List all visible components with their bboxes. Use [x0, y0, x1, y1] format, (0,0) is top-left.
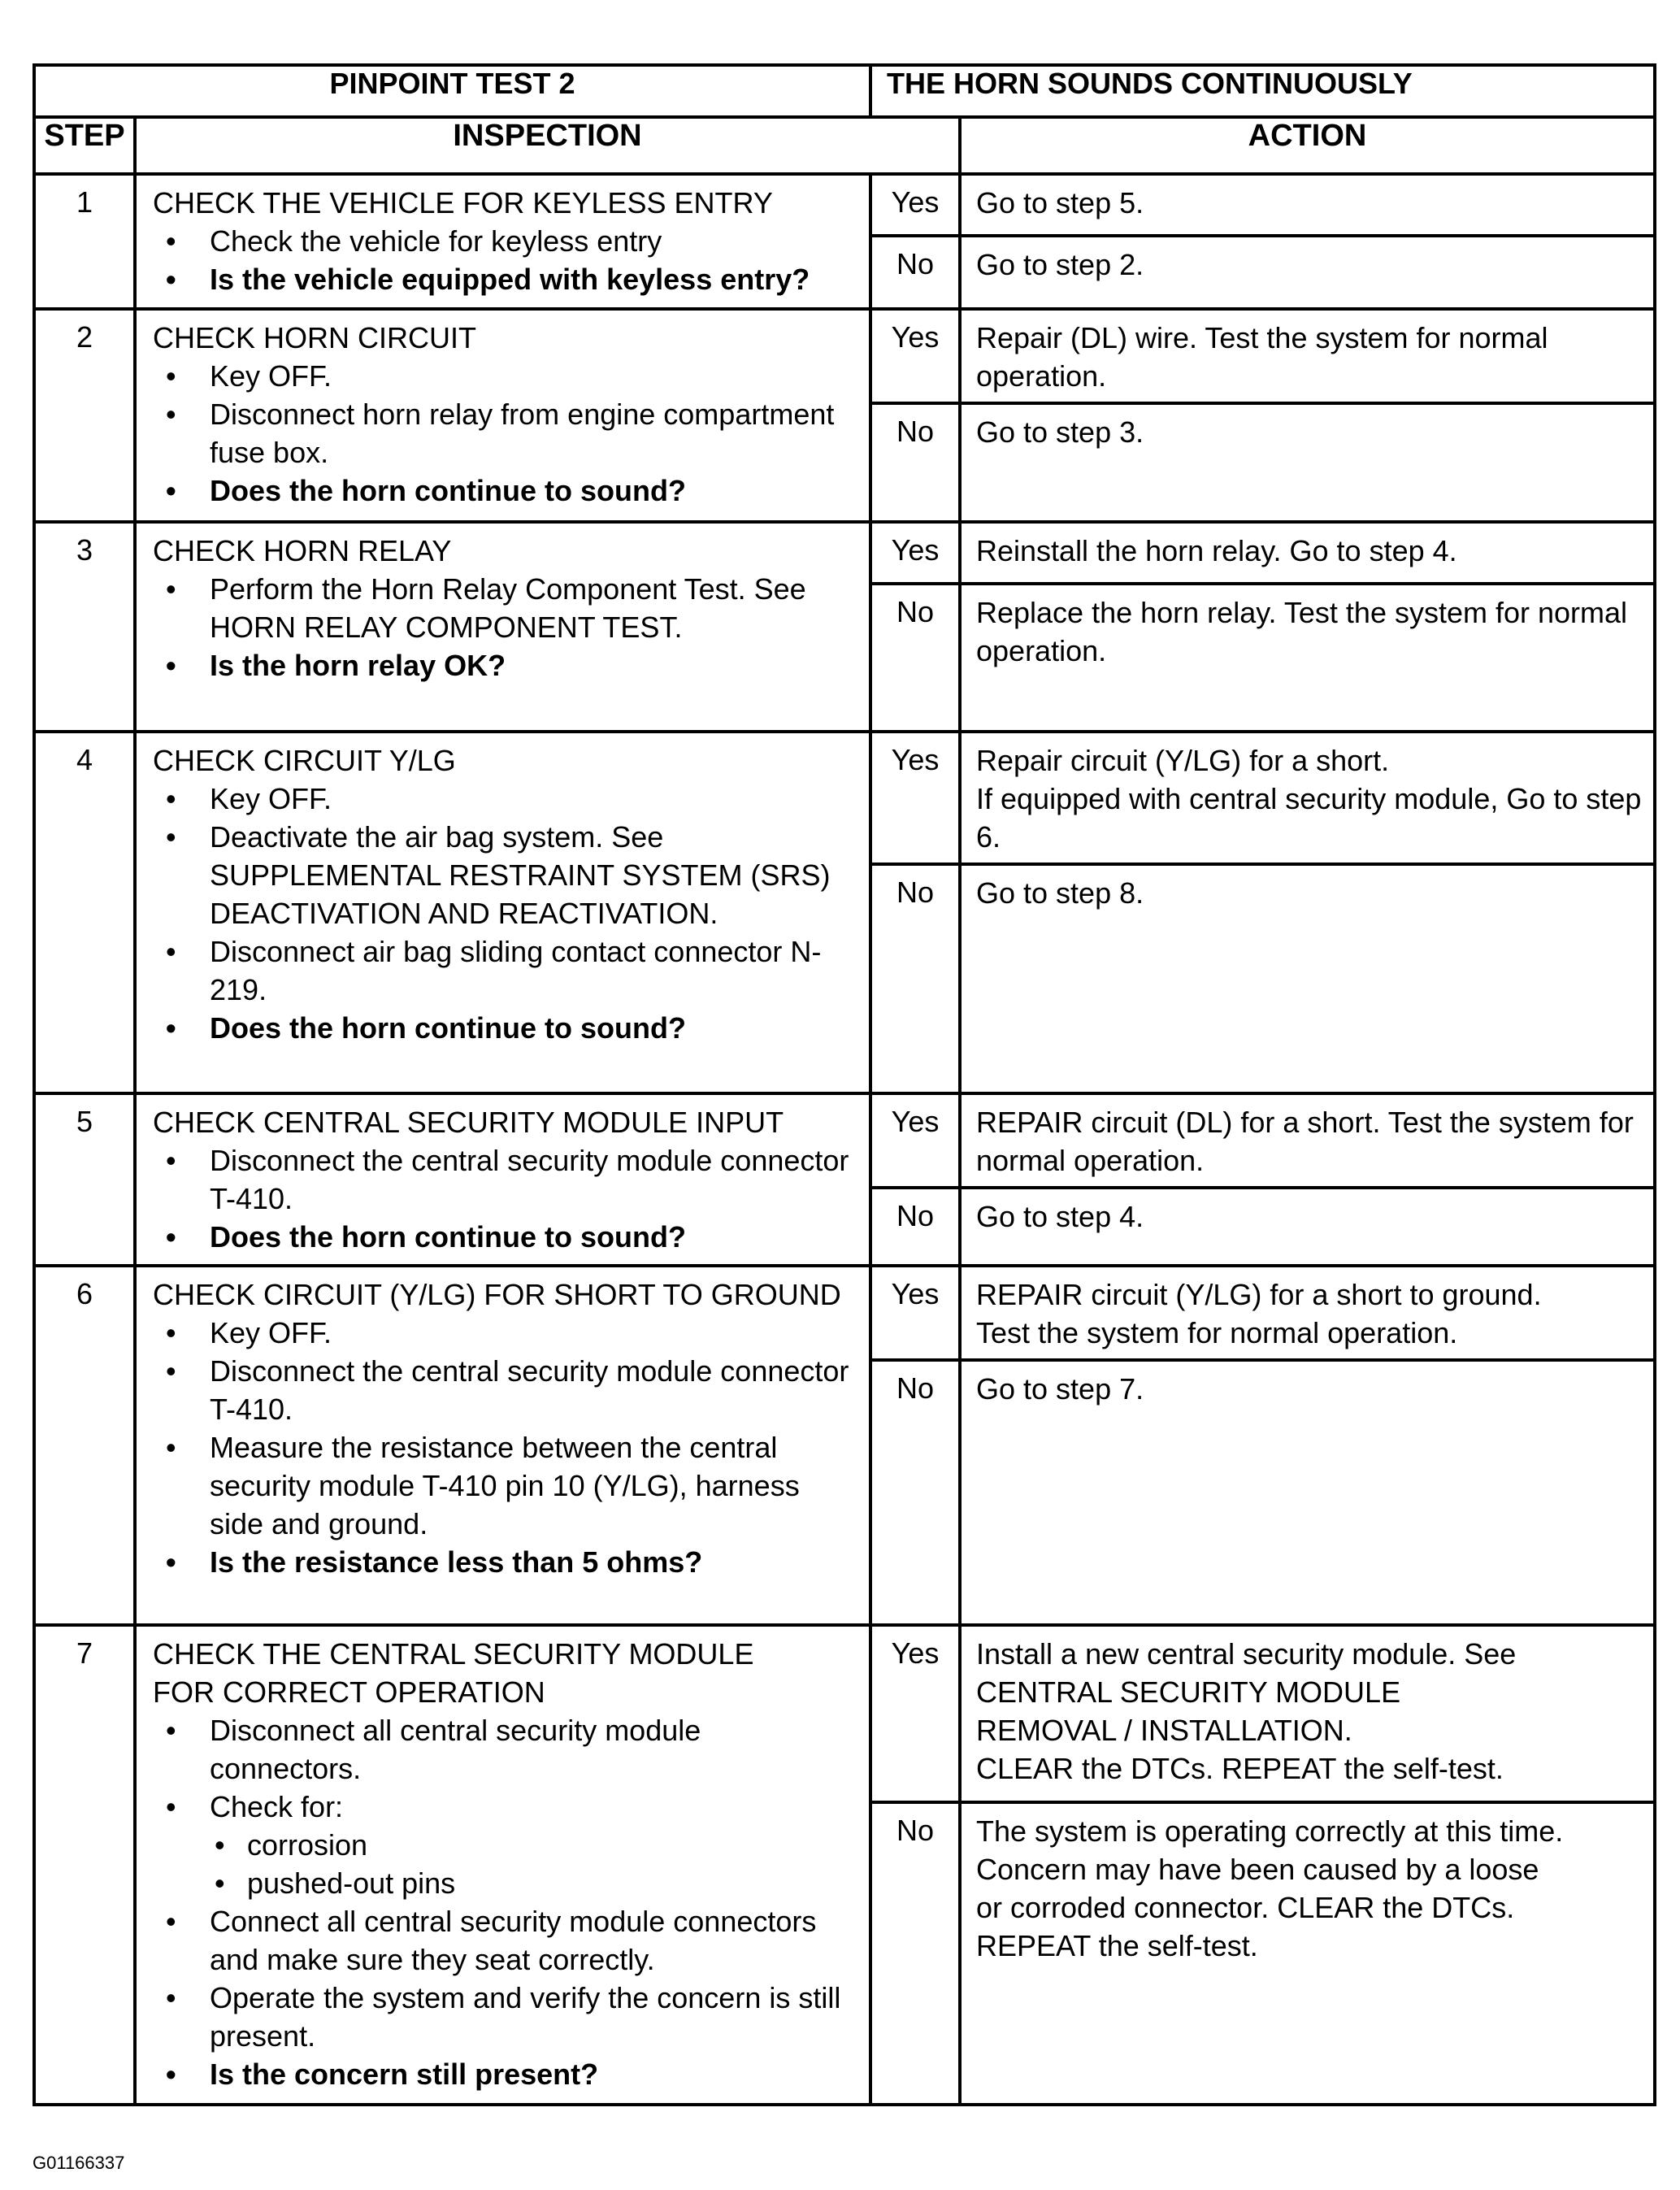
- inspection-bullets: [153, 570, 857, 684]
- action-line: Repair (DL) wire. Test the system for normal operation.: [976, 321, 1548, 393]
- col-header-inspection: INSPECTION: [135, 117, 960, 174]
- inspection-sub-bullet: • pushed-out pins: [210, 1864, 857, 1902]
- yes-label: Yes: [870, 1266, 960, 1360]
- inspection-cell: [135, 1266, 870, 1625]
- yes-action: [960, 309, 1655, 403]
- yes-action: [960, 732, 1655, 864]
- step-row-yes: [34, 309, 1655, 403]
- action-line: REPEAT the self-test.: [976, 1929, 1258, 1962]
- step-number: 7: [34, 1625, 135, 2105]
- step-number: 2: [34, 309, 135, 522]
- action-line: Reinstall the horn relay. Go to step 4.: [976, 534, 1457, 567]
- inspection-cell: [135, 309, 870, 522]
- action-line: Go to step 5.: [976, 186, 1144, 219]
- action-line: Concern may have been caused by a loose: [976, 1853, 1539, 1886]
- pinpoint-test-document: [33, 63, 1653, 2106]
- step-row-yes: [34, 1625, 1655, 1802]
- inspection-bullets: [153, 1141, 857, 1256]
- yes-action: [960, 522, 1655, 584]
- inspection-title: CHECK CENTRAL SECURITY MODULE INPUT: [153, 1106, 784, 1139]
- step-row-yes: [34, 1093, 1655, 1188]
- inspection-question: • Is the resistance less than 5 ohms?: [153, 1543, 857, 1581]
- inspection-bullet: • Check for:: [153, 1788, 857, 1826]
- inspection-bullet: • Deactivate the air bag system. See SUPPLEMENTAL RESTRAINT SYSTEM (SRS) DEACTIVATION AND REACTIVATION.: [153, 818, 857, 932]
- test-label: PINPOINT TEST 2: [34, 65, 870, 117]
- inspection-sub-bullets: [210, 1826, 857, 1902]
- no-label: No: [870, 584, 960, 732]
- inspection-question: • Is the horn relay OK?: [153, 646, 857, 684]
- yes-action: [960, 1093, 1655, 1188]
- action-line: REPAIR circuit (DL) for a short. Test the system for normal operation.: [976, 1106, 1634, 1177]
- action-line: Go to step 2.: [976, 248, 1144, 281]
- no-action: [960, 236, 1655, 309]
- inspection-bullet: • Disconnect all central security module connectors.: [153, 1711, 857, 1788]
- step-row-yes: [34, 174, 1655, 236]
- no-label: No: [870, 403, 960, 522]
- inspection-bullets: [153, 1314, 857, 1581]
- inspection-bullet: • Operate the system and verify the concern is still present.: [153, 1979, 857, 2055]
- inspection-bullet: • Perform the Horn Relay Component Test. See HORN RELAY COMPONENT TEST.: [153, 570, 857, 646]
- action-line: Go to step 8.: [976, 876, 1144, 910]
- action-line: Replace the horn relay. Test the system for normal operation.: [976, 596, 1628, 667]
- inspection-bullet: • Disconnect the central security module connector T-410.: [153, 1352, 857, 1428]
- step-row-yes: [34, 732, 1655, 864]
- yes-label: Yes: [870, 732, 960, 864]
- no-label: No: [870, 1188, 960, 1266]
- col-header-step: STEP: [34, 117, 135, 174]
- no-action: [960, 864, 1655, 1093]
- column-header-row: [34, 117, 1655, 174]
- step-row-yes: [34, 522, 1655, 584]
- yes-label: Yes: [870, 174, 960, 236]
- yes-label: Yes: [870, 1093, 960, 1188]
- inspection-sub-bullet: • corrosion: [210, 1826, 857, 1864]
- inspection-title: CHECK THE CENTRAL SECURITY MODULE: [153, 1637, 754, 1671]
- inspection-bullet: • Disconnect horn relay from engine compartment fuse box.: [153, 395, 857, 471]
- no-label: No: [870, 864, 960, 1093]
- action-line: Go to step 3.: [976, 415, 1144, 449]
- action-line: Go to step 4.: [976, 1200, 1144, 1233]
- inspection-title: CHECK HORN RELAY: [153, 534, 452, 567]
- inspection-bullets: [153, 357, 857, 510]
- no-action: [960, 1360, 1655, 1625]
- inspection-title: FOR CORRECT OPERATION: [153, 1675, 545, 1709]
- no-action: [960, 1188, 1655, 1266]
- inspection-bullet: • Disconnect air bag sliding contact connector N-219.: [153, 932, 857, 1009]
- sub-bullet-group: [153, 1826, 857, 1902]
- action-line: Repair circuit (Y/LG) for a short.: [976, 744, 1390, 777]
- yes-action: [960, 1625, 1655, 1802]
- inspection-cell: [135, 174, 870, 309]
- action-line: or corroded connector. CLEAR the DTCs.: [976, 1891, 1515, 1924]
- inspection-bullet: • Check the vehicle for keyless entry: [153, 222, 857, 260]
- action-line: Install a new central security module. See: [976, 1637, 1517, 1671]
- inspection-bullets: [153, 222, 857, 298]
- inspection-bullet: • Connect all central security module connectors and make sure they seat correctly.: [153, 1902, 857, 1979]
- action-line: REMOVAL / INSTALLATION.: [976, 1714, 1352, 1747]
- action-line: If equipped with central security module, Go to step 6.: [976, 782, 1642, 854]
- pinpoint-test-table: [33, 63, 1656, 2106]
- inspection-cell: [135, 522, 870, 732]
- action-line: CLEAR the DTCs. REPEAT the self-test.: [976, 1752, 1504, 1785]
- no-label: No: [870, 236, 960, 309]
- yes-label: Yes: [870, 1625, 960, 1802]
- inspection-question: • Does the horn continue to sound?: [153, 1009, 857, 1047]
- inspection-cell: [135, 732, 870, 1093]
- inspection-bullet: • Measure the resistance between the central security module T-410 pin 10 (Y/LG), harness side and ground.: [153, 1428, 857, 1543]
- inspection-question: • Does the horn continue to sound?: [153, 1218, 857, 1256]
- yes-action: [960, 1266, 1655, 1360]
- test-header-row: [34, 65, 1655, 117]
- action-line: The system is operating correctly at this time.: [976, 1814, 1564, 1848]
- step-number: 5: [34, 1093, 135, 1266]
- no-action: [960, 584, 1655, 732]
- step-number: 3: [34, 522, 135, 732]
- action-line: Test the system for normal operation.: [976, 1316, 1458, 1349]
- inspection-bullet: • Key OFF.: [153, 357, 857, 395]
- inspection-bullets: [153, 780, 857, 1047]
- no-action: [960, 1802, 1655, 2105]
- yes-label: Yes: [870, 309, 960, 403]
- inspection-question: • Is the concern still present?: [153, 2055, 857, 2093]
- col-header-action: ACTION: [960, 117, 1655, 174]
- yes-action: [960, 174, 1655, 236]
- inspection-bullet: • Key OFF.: [153, 780, 857, 818]
- step-number: 6: [34, 1266, 135, 1625]
- inspection-bullet: • Disconnect the central security module connector T-410.: [153, 1141, 857, 1218]
- action-line: REPAIR circuit (Y/LG) for a short to ground.: [976, 1278, 1542, 1311]
- inspection-title: CHECK THE VEHICLE FOR KEYLESS ENTRY: [153, 186, 773, 219]
- no-action: [960, 403, 1655, 522]
- action-line: CENTRAL SECURITY MODULE: [976, 1675, 1401, 1709]
- inspection-title: CHECK HORN CIRCUIT: [153, 321, 477, 354]
- inspection-bullets: [153, 1711, 857, 2093]
- action-line: Go to step 7.: [976, 1372, 1144, 1406]
- step-row-yes: [34, 1266, 1655, 1360]
- test-title: THE HORN SOUNDS CONTINUOUSLY: [870, 65, 1655, 117]
- inspection-question: • Does the horn continue to sound?: [153, 471, 857, 510]
- no-label: No: [870, 1802, 960, 2105]
- step-number: 4: [34, 732, 135, 1093]
- step-number: 1: [34, 174, 135, 309]
- yes-label: Yes: [870, 522, 960, 584]
- inspection-question: • Is the vehicle equipped with keyless entry?: [153, 260, 857, 298]
- inspection-cell: [135, 1093, 870, 1266]
- no-label: No: [870, 1360, 960, 1625]
- inspection-title: CHECK CIRCUIT Y/LG: [153, 744, 456, 777]
- inspection-bullet: • Key OFF.: [153, 1314, 857, 1352]
- inspection-cell: [135, 1625, 870, 2105]
- figure-id: G01166337: [33, 2153, 125, 2173]
- inspection-title: CHECK CIRCUIT (Y/LG) FOR SHORT TO GROUND: [153, 1278, 841, 1311]
